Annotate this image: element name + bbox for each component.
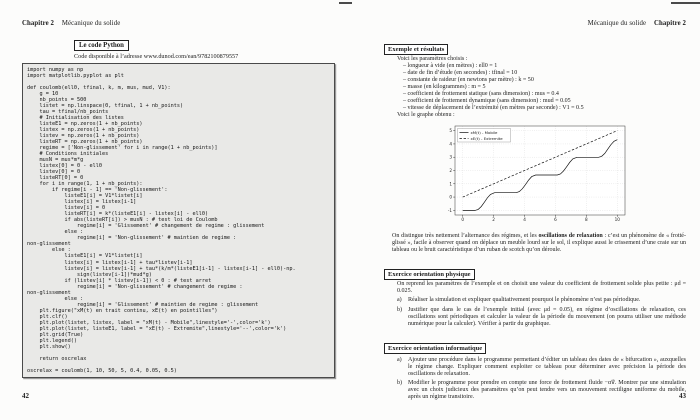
code-line: import numpy as np (27, 67, 84, 73)
discussion-paragraph (392, 233, 686, 254)
code-line: listex = np.zeros(1 + nb_points) (27, 127, 140, 134)
code-line: if abs(listeRT[i]) > musN : # test loi de Coulomb (27, 217, 218, 224)
parameters-intro: Voici les paramètres choisis : (397, 56, 468, 62)
exercise-item (397, 380, 686, 401)
code-line: import matplotlib.pyplot as plt (27, 73, 124, 80)
parameters-list (384, 63, 686, 112)
code-line: plt.plot(listet, listeE1, label = "xE(t) - Extremite",linestyle='--',color='k') (27, 325, 287, 332)
left-page (22, 20, 344, 400)
python-code-block (22, 63, 335, 378)
cs-exercise-section (384, 337, 686, 401)
exercise-item-text: Réaliser la simulation et expliquer qualitativement pourquoi le phénomène n’est pas périodique. (408, 297, 641, 304)
code-line: non-glissement (27, 289, 71, 296)
exercise-item (397, 297, 686, 304)
code-line: oscrelax = coulomb(1, 10, 50, 5, 0.4, 0.05, 0.5) (27, 367, 177, 374)
page-number-right: 43 (679, 392, 686, 400)
exercise-item-text: Ajouter une procédure dans le programme permettant d’éditer un tableau des dates de « bifurcation », auxquelles le régime change. Expliquer comment exploiter ce tableau pour déterminer avec précision la période des oscillations de relaxation. (408, 356, 686, 377)
exercise-item-text: Modifier le programme pour prendre en compte une force de frottement fluide −αv⃗. Montrer par une simulation avec un choix judicieux des paramètres qu’on peut tendre vers un mouvement rectiligne uniforme du mobile, après un régime transitoire. (408, 379, 686, 400)
code-line: else : (27, 247, 71, 254)
code-line: plt.figure("xM(t) en trait continu, xE(t) en pointilles") (27, 307, 218, 314)
discussion-text: : c’est un phénomène de « frotté-glissé », facile à observer quand on déplace un meuble lourd sur le sol, il explique aussi le crissement d’une craie sur un tableau ou le bruit caractéristique d’un ruban de scotch qu’on déroule. (392, 233, 686, 254)
code-line: listex[0] = 0 - ell0 (27, 163, 102, 170)
code-line: if (listev[i] * listev[i-1]) < 0 : # test arret (27, 277, 212, 284)
code-line: def coulomb(ell0, tfinal, k, m, mus, mud, V1): (27, 85, 171, 92)
code-line: listeE1[i] = V1*listet[i] (27, 193, 143, 200)
graph-intro: Voici le graphe obtenu : (397, 112, 455, 119)
code-line: g = 10 (27, 91, 59, 98)
svg-text:8: 8 (585, 217, 588, 223)
code-line: plt.show() (27, 343, 71, 350)
chapter-label: Chapitre 2 (653, 20, 686, 27)
code-line: listeE1 = np.zeros(1 + nb_points) (27, 121, 143, 128)
code-line: listev[i] = 0 (27, 205, 106, 212)
example-section-label (384, 44, 448, 55)
svg-text:4: 4 (449, 141, 452, 147)
exercise-item-label: a) (397, 356, 402, 363)
code-line: sign(listev[i-1])*mud*g) (27, 271, 152, 278)
physics-exercise-label-text: Exercice orientation physique (388, 271, 471, 279)
code-line: listeRT = np.zeros(1 + nb_points) (27, 139, 143, 146)
code-line: musN = mus*m*g (27, 157, 84, 164)
physics-exercise-label (384, 269, 475, 280)
svg-text:xM(t) - Mobile: xM(t) - Mobile (470, 130, 498, 136)
exercise-item-label: b) (397, 379, 403, 386)
code-line: regime = ['Non-glissement' for i in range(1 + nb_points)] (27, 145, 218, 152)
svg-text:-1: -1 (447, 207, 452, 213)
code-line: else : (27, 229, 84, 236)
physics-exercise-section (384, 263, 686, 327)
parameter-item: – coefficient de frottement statique (sans dimension) : mus = 0.4 (403, 91, 559, 98)
physics-exercise-items (384, 297, 686, 327)
svg-text:xE(t) - Extremite: xE(t) - Extremite (470, 136, 503, 142)
code-line: listev = np.zeros(1 + nb_points) (27, 133, 140, 140)
example-section (384, 38, 686, 254)
exercise-item-label: a) (397, 297, 402, 304)
svg-text:10: 10 (614, 217, 620, 223)
code-line: plt.plot(listet, listex, label = "xM(t) - Mobile",linestyle='-',color='k') (27, 319, 271, 326)
physics-exercise-intro: On reprend les paramètres de l’exemple et on choisit une valeur du coefficient de frottement solide plus petite : μd = 0.025. (397, 281, 686, 295)
code-line: listex[i] = listex[i-1] + tau*listev[i-1] (27, 259, 193, 266)
viewer-corner-mark (671, 2, 700, 4)
code-section-label-text: Le code Python (79, 42, 124, 49)
code-line: listeRT[i] = k*(listeE1[i] - listex[i] - ell0) (27, 211, 209, 218)
exercise-item (397, 357, 686, 378)
parameter-item: – date de fin d’étude (en secondes) : tfinal = 10 (403, 70, 518, 77)
code-line: for i in range(1, 1 + nb_points): (27, 181, 143, 188)
svg-text:5: 5 (449, 128, 452, 134)
stick-slip-chart (440, 122, 630, 231)
code-line: listet = np.linspace(0, tfinal, 1 + nb_points) (27, 103, 184, 110)
code-line: listeRT[0] = 0 (27, 175, 84, 182)
parameter-item: – masse (en kilogrammes) : m = 5 (403, 84, 486, 91)
code-line: regime[i] = 'Non-glissement' # changement de regime : (27, 283, 243, 290)
discussion-text: On distingue très nettement l’alternance des régimes, et les (392, 233, 539, 240)
svg-text:6: 6 (554, 217, 557, 223)
cs-exercise-label-text: Exercice orientation informatique (388, 344, 483, 352)
svg-text:0: 0 (461, 217, 465, 223)
svg-text:0: 0 (449, 194, 452, 200)
code-line: nb_points = 500 (27, 97, 87, 104)
svg-text:2: 2 (492, 217, 495, 223)
code-line: plt.grid(True) (27, 331, 84, 338)
page-gutter-mark (339, 2, 352, 4)
code-availability-caption: Code disponible à l’adresse www.dunod.com/ean/9782100879557 (74, 53, 239, 60)
exercise-item-text: Justifier que dans le cas de l’exemple initial (avec μd = 0.05), en régime d’oscillations de relaxation, ces oscillations sont périodiques et calculer la valeur de la période du mouvement (on pourra utiliser une méthode numérique pour la calculer). Vérifier à partir du graphique. (408, 306, 686, 327)
exercise-item (397, 307, 686, 328)
parameter-item: – constante de raideur (en newtons par mètre) : k = 50 (403, 77, 534, 84)
code-line: regime[i] = 'Glissement' # maintien de regime : glissement (27, 301, 259, 308)
page-number-left: 42 (22, 392, 29, 400)
cs-exercise-items (384, 357, 686, 401)
stick-slip-chart-svg (440, 122, 630, 226)
cs-exercise-label (384, 343, 486, 354)
code-line: tau = tfinal/nb_points (27, 109, 109, 116)
code-line: listev[i] = listev[i-1] + tau*(k/m*(listeE1[i-1] - listex[i-1] - ell0)-np. (27, 265, 296, 272)
parameter-item: – coefficient de frottement dynamique (sans dimension) : mud = 0.05 (403, 98, 571, 105)
discussion-bold-term: oscillations de relaxation (538, 233, 603, 240)
parameter-item: – longueur à vide (en mètres) : ell0 = 1 (403, 63, 498, 70)
code-line: plt.legend() (27, 337, 77, 344)
svg-text:1: 1 (449, 181, 452, 187)
right-page (384, 20, 686, 401)
code-line: else : (27, 295, 84, 302)
code-line: plt.clf() (27, 313, 68, 320)
code-line: # Initialisation des listes (27, 115, 124, 122)
chapter-title: Mécanique du solide (587, 20, 647, 27)
svg-text:2: 2 (449, 168, 452, 174)
code-line: listex[i] = listex[i-1] (27, 199, 137, 206)
chapter-title: Mécanique du solide (61, 20, 121, 27)
code-line: return oscrelax (27, 355, 87, 362)
left-page-header (22, 20, 344, 27)
code-line: regime[i] = 'Glissement' # changement de regime : glissement (27, 223, 265, 230)
exercise-item-label: b) (397, 306, 403, 313)
code-line: if regime[i - 1] == 'Non-glissement': (27, 187, 168, 194)
code-section-label (74, 40, 129, 51)
example-section-label-text: Exemple et résultats (388, 46, 445, 53)
svg-text:4: 4 (523, 217, 526, 223)
code-line: regime[i] = 'Non-glissement' # maintien de regime : (27, 235, 237, 242)
code-line: # Conditions initiales (27, 151, 109, 158)
parameter-item: – vitesse de déplacement de l’extrémité (en mètres par seconde) : V1 = 0.5 (403, 105, 584, 112)
code-line: listeE1[i] = V1*listet[i] (27, 253, 143, 260)
chapter-label: Chapitre 2 (22, 20, 55, 27)
svg-text:3: 3 (449, 154, 452, 160)
code-line: listev[0] = 0 (27, 169, 81, 176)
code-line: non-glissement (27, 241, 71, 248)
right-page-header (384, 20, 686, 27)
